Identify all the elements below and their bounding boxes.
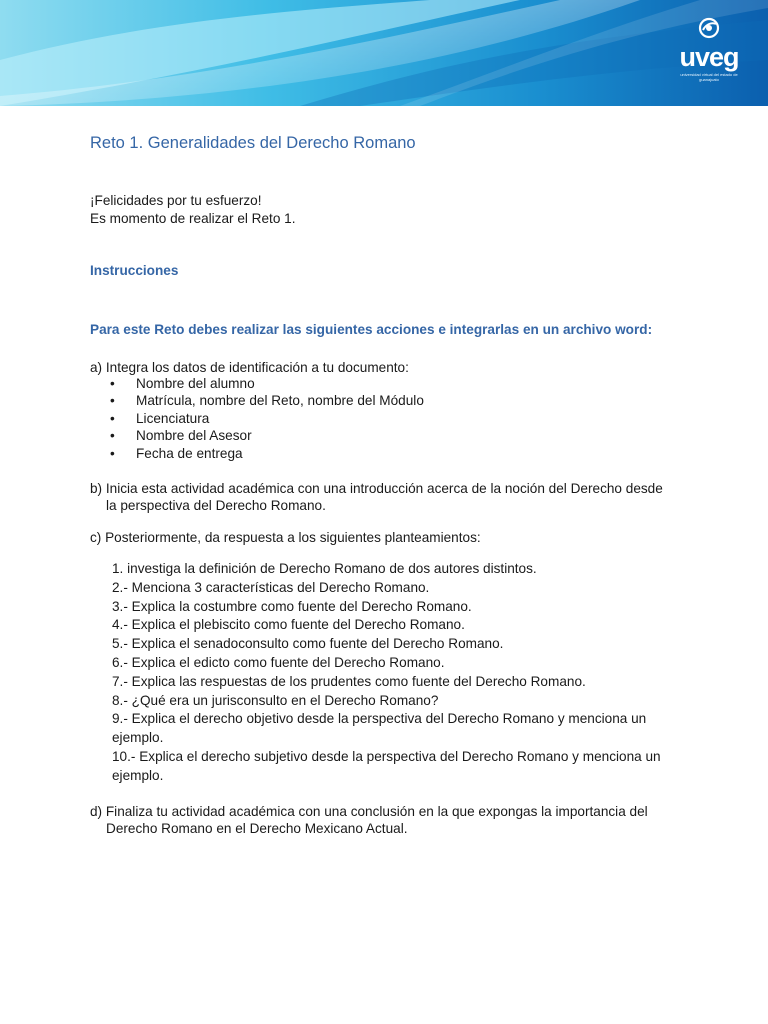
list-item: • Nombre del Asesor	[110, 427, 424, 444]
uveg-logo-mark-icon	[697, 16, 721, 40]
banner-background	[0, 0, 768, 106]
identification-list	[110, 375, 424, 462]
intro-line-1: ¡Felicidades por tu esfuerzo!	[90, 193, 262, 208]
section-d-line-1: d) Finaliza tu actividad académica con una conclusión en la que expongas la importancia del	[90, 804, 648, 819]
list-item: 10.- Explica el derecho subjetivo desde la perspectiva del Derecho Romano y menciona un	[112, 748, 661, 764]
instructions-heading: Instrucciones	[90, 263, 179, 278]
list-item: 6.- Explica el edicto como fuente del Derecho Romano.	[112, 654, 445, 670]
section-d-line-2: Derecho Romano en el Derecho Mexicano Actual.	[106, 821, 408, 836]
page-title: Reto 1. Generalidades del Derecho Romano	[90, 134, 416, 152]
list-item: 9.- Explica el derecho objetivo desde la perspectiva del Derecho Romano y menciona un	[112, 711, 647, 727]
section-a-text: a) Integra los datos de identificación a tu documento:	[90, 360, 409, 375]
intro-line-2: Es momento de realizar el Reto 1.	[90, 211, 296, 226]
list-item: 2.- Menciona 3 características del Derecho Romano.	[112, 579, 430, 595]
logo-tagline: universidad virtual del estado de guanajuato	[680, 72, 738, 82]
list-item: 1. investiga la definición de Derecho Romano de dos autores distintos.	[112, 561, 537, 576]
list-item: ejemplo.	[112, 767, 164, 783]
logo-wordmark: uveg	[679, 42, 739, 72]
uveg-logo	[670, 14, 748, 86]
section-b-line-1: b) Inicia esta actividad académica con una introducción acerca de la noción del Derecho desde	[90, 481, 663, 496]
list-item: • Nombre del alumno	[110, 375, 424, 392]
section-c-text: c) Posteriormente, da respuesta a los siguientes planteamientos:	[90, 530, 481, 545]
questions-list	[112, 560, 682, 786]
list-item: 3.- Explica la costumbre como fuente del Derecho Romano.	[112, 598, 472, 614]
list-item: ejemplo.	[112, 730, 164, 746]
section-b-line-2: la perspectiva del Derecho Romano.	[106, 498, 326, 513]
header-banner	[0, 0, 768, 106]
list-item: 7.- Explica las respuestas de los prudentes como fuente del Derecho Romano.	[112, 673, 586, 689]
task-heading: Para este Reto debes realizar las siguientes acciones e integrarlas en un archivo word:	[90, 322, 653, 337]
list-item: 4.- Explica el plebiscito como fuente del Derecho Romano.	[112, 617, 465, 633]
list-item: • Matrícula, nombre del Reto, nombre del Módulo	[110, 392, 424, 409]
list-item: • Fecha de entrega	[110, 445, 424, 462]
list-item: 8.- ¿Qué era un jurisconsulto en el Derecho Romano?	[112, 692, 439, 708]
list-item: • Licenciatura	[110, 410, 424, 427]
list-item: 5.- Explica el senadoconsulto como fuente del Derecho Romano.	[112, 636, 504, 652]
